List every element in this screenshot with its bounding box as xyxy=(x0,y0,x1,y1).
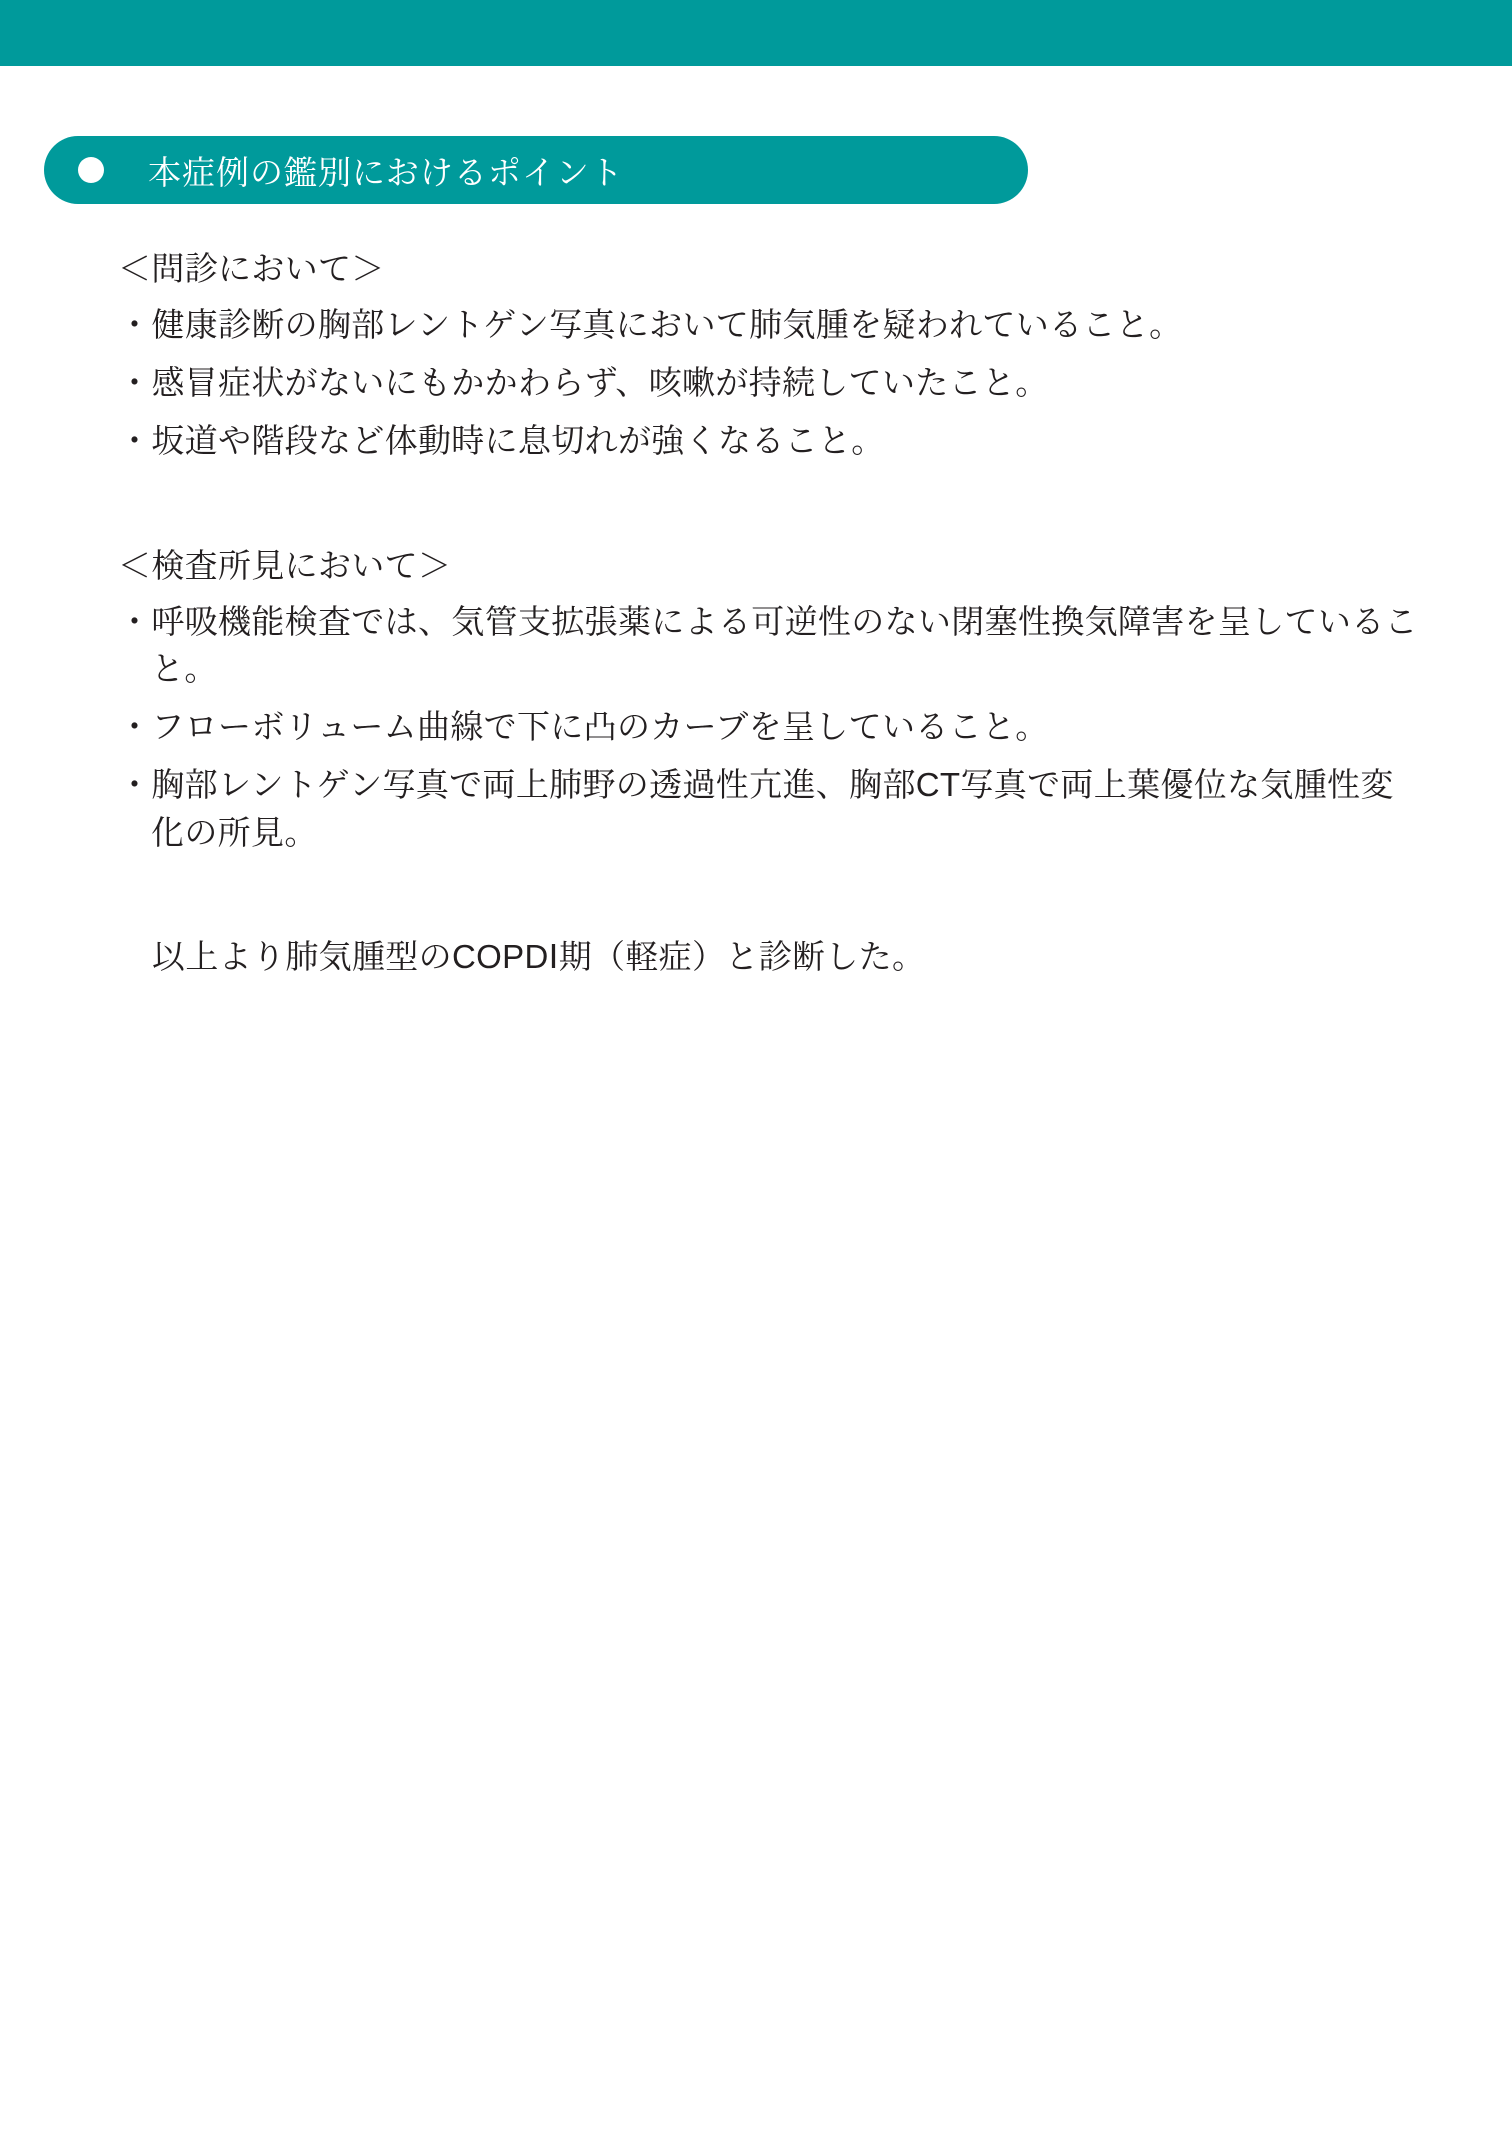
list-item: ・呼吸機能検査では、気管支拡張薬による可逆性のない閉塞性換気障害を呈していること。 xyxy=(118,602,1418,688)
top-accent-bar xyxy=(0,0,1512,66)
list-item: ・坂道や階段など体動時に息切れが強くなること。 xyxy=(118,421,885,459)
section-heading-interview: ＜問診において＞ xyxy=(118,250,385,287)
list-item: ・胸部レントゲン写真で両上肺野の透過性亢進、胸部CT写真で両上葉優位な気腫性変化の所見。 xyxy=(118,766,1394,851)
slide-body xyxy=(118,252,1418,981)
bullet-circle-icon xyxy=(78,157,104,183)
section-heading-findings: ＜検査所見において＞ xyxy=(118,546,452,584)
list-item: ・健康診断の胸部レントゲン写真において肺気腫を疑われていること。 xyxy=(118,306,1183,343)
page-title: 本症例の鑑別におけるポイント xyxy=(148,153,624,191)
list-item: ・フローボリューム曲線で下に凸のカーブを呈していること。 xyxy=(118,708,1049,746)
conclusion-spacer xyxy=(118,867,1418,933)
section-spacer xyxy=(118,475,1418,549)
list-item: ・感冒症状がないにもかかわらず、咳嗽が持続していたこと。 xyxy=(118,363,1049,401)
slide-title-pill xyxy=(44,136,1028,204)
conclusion-text: 以上より肺気腫型のCOPDⅠ期（軽症）と診断した。 xyxy=(152,937,926,975)
